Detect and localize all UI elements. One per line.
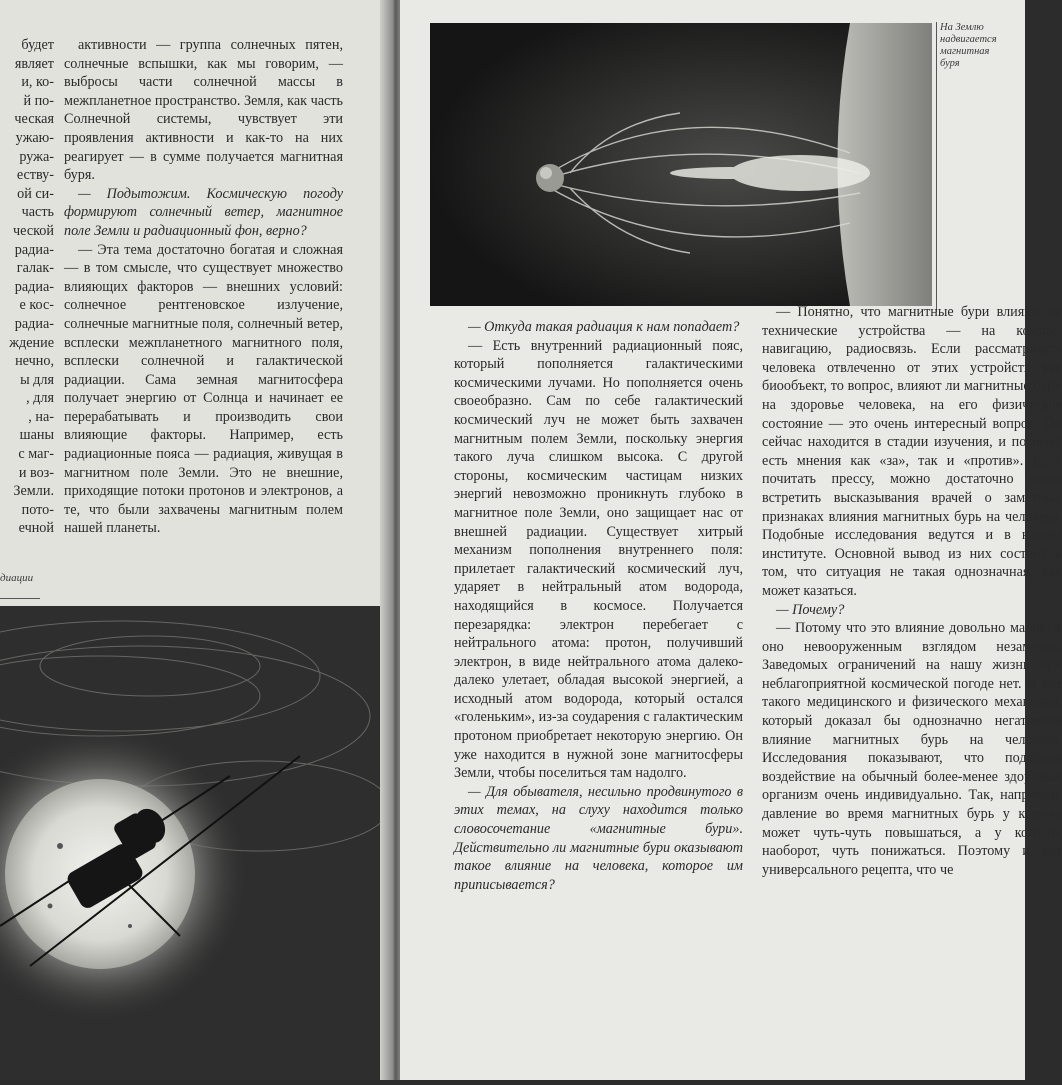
margin-fragment: й по-	[23, 92, 54, 109]
left-text-column	[64, 36, 343, 538]
margin-fragment: , для	[26, 390, 54, 407]
magnetic-storm-illustration	[430, 23, 932, 306]
caption-rule	[0, 598, 40, 599]
margin-fragment: и воз-	[18, 464, 54, 481]
margin-fragment: ческой	[13, 222, 54, 239]
margin-fragment: ой си-	[17, 185, 54, 202]
caption-line: надвигается	[940, 34, 997, 45]
margin-caption-fragment: диации	[0, 572, 34, 584]
caption-line: буря	[940, 58, 960, 69]
left-page	[0, 0, 392, 1080]
margin-fragment: являет	[14, 55, 54, 72]
illustration-caption	[940, 22, 1025, 70]
interview-question: — Для обывателя, несильно продвинутого в этих темах, на слуху находится только словосочетание «магнитные бури». Действительно ли магнитные бури оказывают такое влияние на человека, которое им приписывается?	[454, 783, 743, 893]
interview-answer: — Потому что это влияние довольно малое, и оно невооруженным взглядом незаметно. Заведомых ограничений на нашу жизнь при неблагоприятной космической погоде нет. И нет такого медицинского и физического механизма, который доказал бы однозначно негативное влияние магнитных бурь на человека. Исследования показывают, что подобное воздействие на обычный более-менее здоровый организм очень индивидуально. Так, например, давление во время магнитных бурь у кого-то может чуть-чуть повышаться, а у кого-то, наоборот, чуть понижаться. Поэтому и нет универсального рецепта, что че	[762, 620, 1062, 878]
margin-fragment: шаны	[19, 427, 54, 444]
margin-fragment: с маг-	[18, 446, 54, 463]
margin-fragment: радиа-	[14, 241, 54, 258]
interview-question: — Подытожим. Космическую погоду формируют солнечный ветер, магнитное поле Земли и радиационный фон, верно?	[64, 185, 343, 239]
margin-fragment: и, ко-	[21, 74, 54, 91]
margin-fragment: нечно,	[15, 353, 54, 370]
margin-fragment: ждение	[9, 334, 54, 351]
margin-fragment: радиа-	[14, 315, 54, 332]
interview-question: — Откуда такая радиация к нам попадает?	[468, 319, 740, 335]
margin-fragment: ружа-	[19, 148, 54, 165]
caption-line: На Землю	[940, 22, 984, 33]
interview-answer: активности — группа солнечных пятен, солнечные вспышки, как мы говорим, — выбросы части солнечной массы в межпланетное пространство. Земля, как часть Солнечной системы, чувствует эти проявления активности и как-то на них реагирует — в сумме получается магнитная буря.	[64, 37, 343, 184]
margin-fragment: , на-	[28, 408, 54, 425]
interview-answer: — Есть внутренний радиационный пояс, который пополняется галактическими космическими лучами. Но пополняется очень своеобразно. Сам по себе галактический космический луч не может быть захвачен магнитным полем Земли, поскольку энергия такого луча слишком высока. С другой стороны, космическим частицам низких энергий невозможно проникнуть глубоко в магнитное поле Земли, оно защищает нас от внешней радиации. Существует хитрый механизм пополнения внутреннего поля: прилетает галактический космический луч, ударяет в нейтральный атом водорода, находящийся в космосе. Получается перезарядка: электрон перебегает с нейтрального атома: протон, получивший электрон, в виде нейтрального атома далеко-далеко улетает, обладая высокой энергией, а исходный атом водорода, который остался «голеньким», из-за соударения с галактическим протоном приобретает некоторую энергию. Он уже находится в нужной зоне магнитосферы Земли, чтобы поселиться там надолго.	[454, 337, 743, 782]
margin-fragment: радиа-	[14, 278, 54, 295]
margin-fragment: ужаю-	[15, 129, 54, 146]
interview-question: — Почему?	[776, 601, 845, 618]
interview-answer: — Понятно, что магнитные бури влияют на технические устройства — на компас, навигацию, радиосвязь. Если рассматривать человека отвлеченно от этих устройств как биообъект, то вопрос, влияют ли магнитные бури на здоровье человека, на его физическое состояние — это очень интересный вопрос. Он сейчас находится в стадии изучения, и по нему есть мнения как «за», так и «против». Если почитать прессу, можно достаточно часто встретить высказывания врачей о заметных признаках влияния магнитных бурь на человека. Подобные исследования ведутся и в нашем институте. Основной вывод из них состоит в том, что ситуация не такая однозначная, как может казаться.	[762, 304, 1062, 599]
margin-fragment: ы для	[20, 371, 54, 388]
caption-line: магнитная	[940, 46, 990, 57]
interview-answer: — Эта тема достаточно богатая и сложная — в том смысле, что существует множество влияющих факторов — внешних условий: солнечное рентгеновское излучение, солнечные магнитные поля, солнечный ветер, всплески межпланетного магнитного поля, всплески солнечной и галактической радиации. Сама земная магнитосфера получает энергию от Солнца и начинает ее перерабатывать и производить свои влияющие факторы. Например, есть радиационные пояса — радиация, живущая в магнитном поле Земли. Это не внешние, приходящие потоки протонов и электронов, а те, что были захвачены магнитным полем нашей планеты.	[64, 241, 343, 537]
margin-fragment: часть	[21, 204, 54, 221]
margin-fragment: пото-	[21, 501, 54, 518]
right-page	[400, 0, 1062, 1080]
margin-fragment: Земли.	[13, 483, 54, 500]
right-text-column-1	[454, 318, 743, 894]
margin-fragment: галак-	[16, 260, 54, 277]
caption-divider	[936, 22, 937, 312]
margin-fragment: е кос-	[19, 297, 54, 314]
sun-spacecraft-illustration	[0, 606, 392, 1080]
margin-fragment: будет	[21, 37, 54, 53]
margin-fragment: ечной	[18, 520, 54, 537]
margin-fragment: еству-	[16, 167, 54, 184]
right-text-column-2	[762, 303, 1062, 879]
margin-fragment: ческая	[14, 111, 54, 128]
margin-fragments	[0, 36, 54, 538]
